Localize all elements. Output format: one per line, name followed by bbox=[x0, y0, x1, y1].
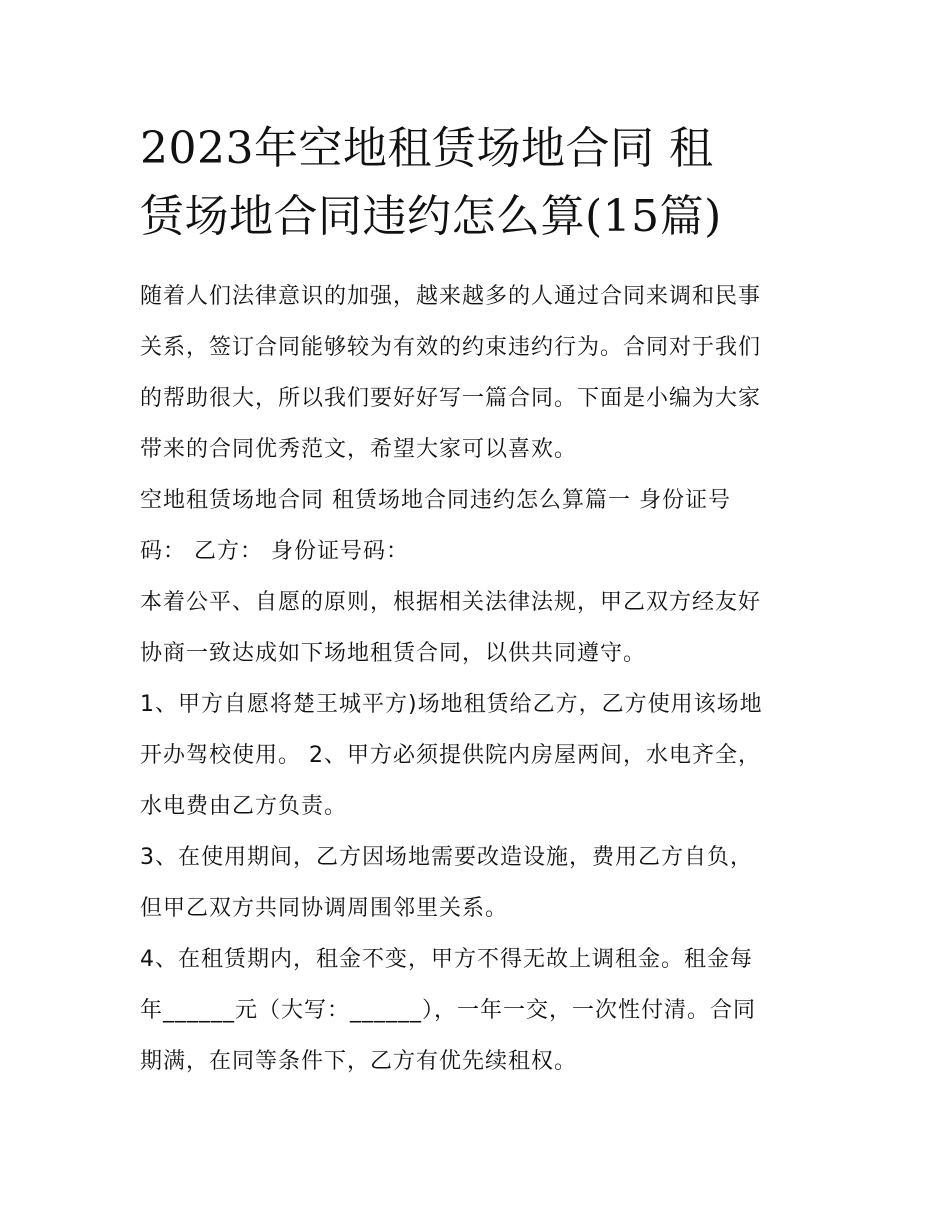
paragraph-heading-part-one bbox=[140, 475, 820, 577]
document-title bbox=[140, 115, 820, 251]
document-body bbox=[140, 271, 820, 1087]
text-line: 水电费由乙方负责。 bbox=[140, 794, 348, 819]
text-line: 年______元（大写：______），一年一交，一次性付清。合同 bbox=[140, 998, 757, 1023]
text-line: 关系，签订合同能够较为有效的约束违约行为。合同对于我们 bbox=[140, 335, 762, 360]
text-line: 期满，在同等条件下，乙方有优先续租权。 bbox=[140, 1049, 578, 1074]
text-line: 随着人们法律意识的加强，越来越多的人通过合同来调和民事 bbox=[140, 284, 762, 309]
text-line: 空地租赁场地合同 租赁场地合同违约怎么算篇一 身份证号 bbox=[140, 488, 731, 513]
clause-3 bbox=[140, 832, 820, 934]
text-line: 1、甲方自愿将楚王城平方)场地租赁给乙方，乙方使用该场地 bbox=[140, 692, 763, 717]
text-line: 带来的合同优秀范文，希望大家可以喜欢。 bbox=[140, 437, 578, 462]
text-line: 协商一致达成如下场地租赁合同，以供共同遵守。 bbox=[140, 641, 647, 666]
text-line: 码： 乙方： 身份证号码： bbox=[140, 539, 409, 564]
clause-4 bbox=[140, 934, 820, 1087]
text-line: 但甲乙双方共同协调周围邻里关系。 bbox=[140, 896, 509, 921]
paragraph-intro bbox=[140, 271, 820, 475]
text-line: 本着公平、自愿的原则，根据相关法律法规，甲乙双方经友好 bbox=[140, 590, 762, 615]
title-line-2: 赁场地合同违约怎么算(15篇) bbox=[140, 191, 722, 242]
text-line: 开办驾校使用。 2、甲方必须提供院内房屋两间，水电齐全， bbox=[140, 743, 761, 768]
text-line: 3、在使用期间，乙方因场地需要改造设施，费用乙方自负， bbox=[140, 845, 753, 870]
clause-1-2 bbox=[140, 679, 820, 832]
text-line: 的帮助很大，所以我们要好好写一篇合同。下面是小编为大家 bbox=[140, 386, 762, 411]
document-content bbox=[140, 115, 820, 1087]
text-line: 4、在租赁期内，租金不变，甲方不得无故上调租金。租金每 bbox=[140, 947, 753, 972]
title-line-1: 2023年空地租赁场地合同 租 bbox=[140, 123, 714, 174]
paragraph-principle bbox=[140, 577, 820, 679]
